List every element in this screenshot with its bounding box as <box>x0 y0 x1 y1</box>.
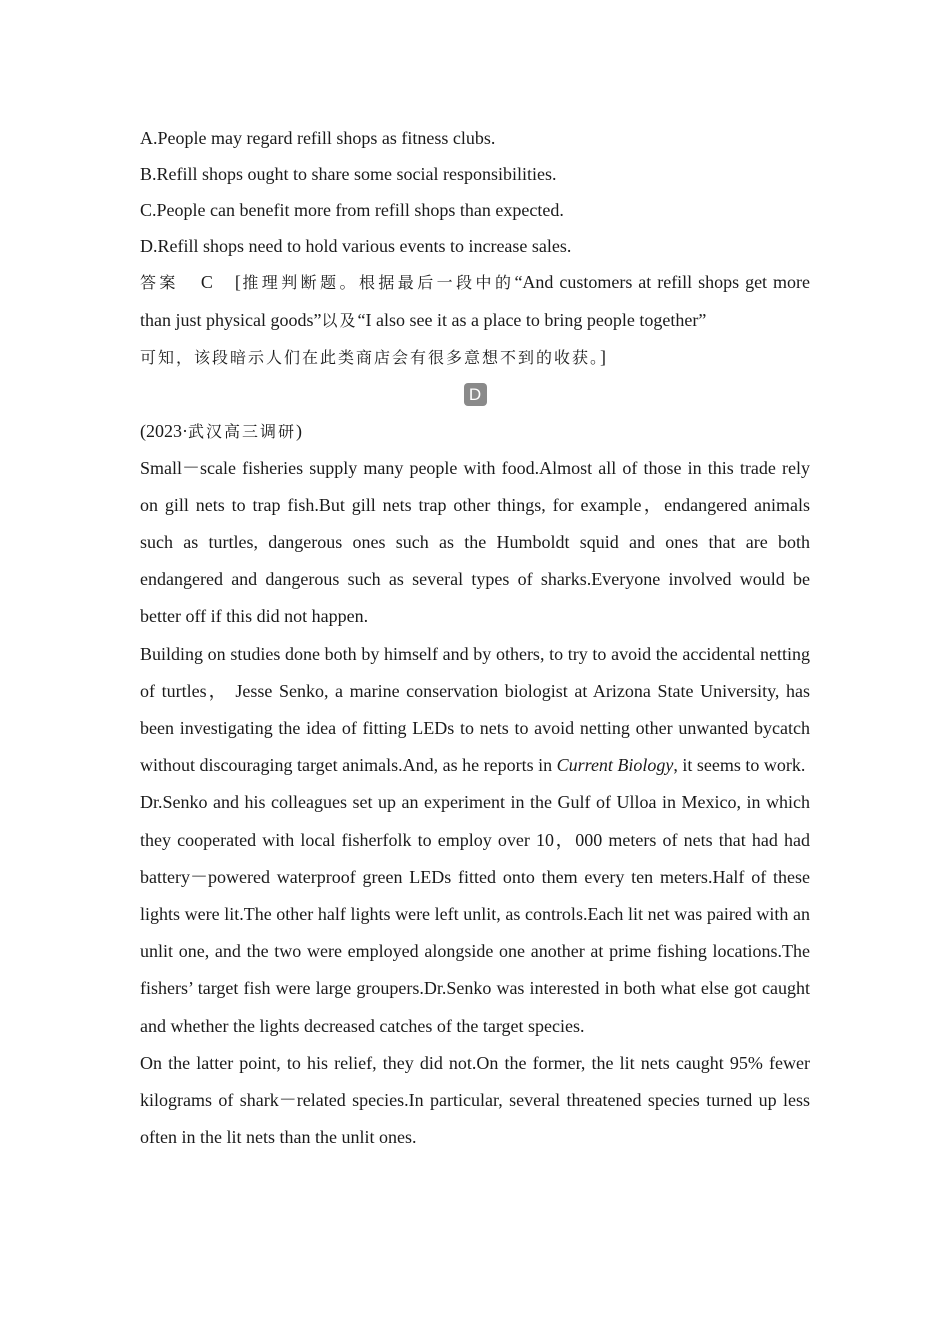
answer-text-1: 推理判断题。根据最后一段中的 <box>240 273 515 292</box>
answer-text-3: 可知，该段暗示人们在此类商店会有很多意想不到的收获。 <box>140 348 601 367</box>
source-place: 武汉高三调研 <box>188 421 297 441</box>
source-close: ) <box>296 420 303 441</box>
paragraph-2-main: Building on studies done both by himself and by others, to try to avoid the accidental netting of turtles， Jesse Senko, a marine conservation biologist at Arizona State University, has been investigating the idea of fitting LEDs to nets to avoid netting other unwanted bycatch without discouraging target animals.And, as he reports in <box>140 643 810 776</box>
paragraph-4: On the latter point, to his relief, they did not.On the former, the lit nets caught 95% fewer kilograms of shark－related species.In particular, several threatened species turned up less often in the lit nets than the unlit ones. <box>140 1052 810 1148</box>
answer-bracket-open: [ <box>234 272 241 292</box>
paragraph-3: Dr.Senko and his colleagues set up an experiment in the Gulf of Ulloa in Mexico, in which they cooperated with local fisherfolk to employ over 10，000 meters of nets that had had battery－powered waterproof green LEDs fitted onto them every ten meters.Half of these lights were lit.The other half lights were left unlit, as controls.Each lit net was paired with an unlit one, and the two were employed alongside one another at prime fishing locations.The fishers’ target fish were large groupers.Dr.Senko was interested in both what else got caught and whether the lights decreased catches of the target species. <box>140 792 810 1036</box>
section-marker-row <box>140 377 810 413</box>
option-b: B.Refill shops ought to share some social responsibilities. <box>140 164 557 184</box>
answer-text-2: 以及 <box>321 310 358 330</box>
paragraph-2 <box>140 636 810 785</box>
document-page <box>140 120 810 1156</box>
answer-label: 答案 <box>140 273 179 292</box>
section-marker-d: D <box>464 383 487 406</box>
option-c: C.People can benefit more from refill shops than expected. <box>140 200 564 220</box>
answer-quote-1: “And customers at refill shops get more than just physical goods” <box>140 272 810 330</box>
paragraph-2-tail: , it seems to work. <box>673 755 806 776</box>
answer-bracket-close: ] <box>600 347 607 367</box>
paragraph-1: Small－scale fisheries supply many people with food.Almost all of those in this trade rely on gill nets to trap fish.But gill nets trap other things, for example，endangered animals such as turtles, dangerous ones such as the Humboldt squid and ones that are both endangered and dangerous such as several types of sharks.Everyone involved would be better off if this did not happen. <box>140 457 810 627</box>
source-open: (2023· <box>140 420 188 441</box>
passage-source <box>140 413 810 450</box>
journal-title: Current Biology <box>556 755 674 776</box>
option-a: A.People may regard refill shops as fitness clubs. <box>140 128 496 148</box>
option-d: D.Refill shops need to hold various events to increase sales. <box>140 236 572 256</box>
answer-letter: C <box>200 272 213 292</box>
answer-explanation <box>140 264 810 377</box>
answer-quote-2: “I also see it as a place to bring people together” <box>357 309 707 330</box>
